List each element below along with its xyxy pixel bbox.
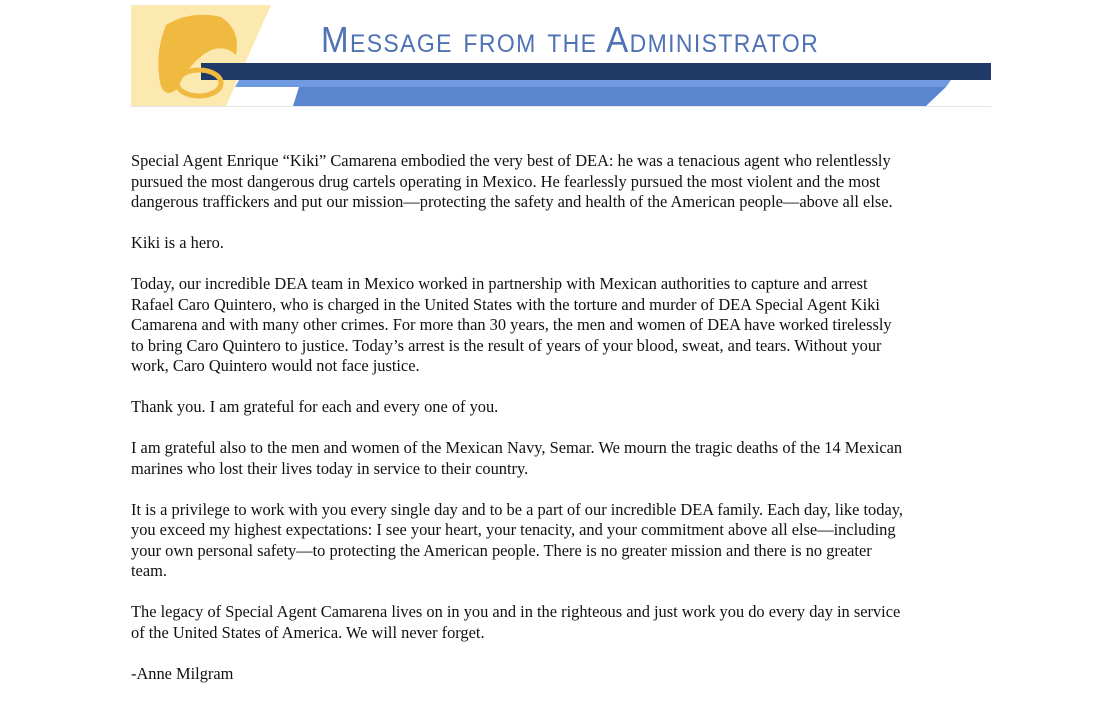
header-banner	[131, 5, 991, 107]
paragraph: The legacy of Special Agent Camarena lives on in you and in the righteous and just work you do every day in service of the United States of America. We will never forget.	[131, 602, 901, 642]
paragraph: It is a privilege to work with you every single day and to be a part of our incredible DEA family. Each day, like today, you exceed my highest expectations: I see your heart, your tenacity, and your commitment above all else—including your own personal safety—to protecting the American people. There is no greater mission and there is no greater team.	[131, 499, 903, 580]
letter-body	[131, 151, 903, 705]
paragraph: I am grateful also to the men and women of the Mexican Navy, Semar. We mourn the tragic deaths of the 14 Mexican marines who lost their lives today in service to their country.	[131, 438, 903, 478]
signature: -Anne Milgram	[131, 663, 234, 683]
paragraph: Special Agent Enrique “Kiki” Camarena embodied the very best of DEA: he was a tenacious agent who relentlessly pursued the most dangerous drug cartels operating in Mexico. He fearlessly pursued the most violent and the most dangerous traffickers and put our mission—protecting the safety and health of the American people—above all else.	[131, 151, 893, 211]
page-title: Message from the Administrator	[321, 19, 820, 60]
paragraph: Today, our incredible DEA team in Mexico worked in partnership with Mexican authorities to capture and arrest Rafael Caro Quintero, who is charged in the United States with the torture and murder of DEA Special Agent Kiki Camarena and with many other crimes. For more than 30 years, the men and women of DEA have worked tirelessly to bring Caro Quintero to justice. Today’s arrest is the result of years of your blood, sweat, and tears. Without your work, Caro Quintero would not face justice.	[131, 274, 892, 375]
paragraph: Kiki is a hero.	[131, 233, 224, 252]
paragraph: Thank you. I am grateful for each and every one of you.	[131, 397, 499, 416]
